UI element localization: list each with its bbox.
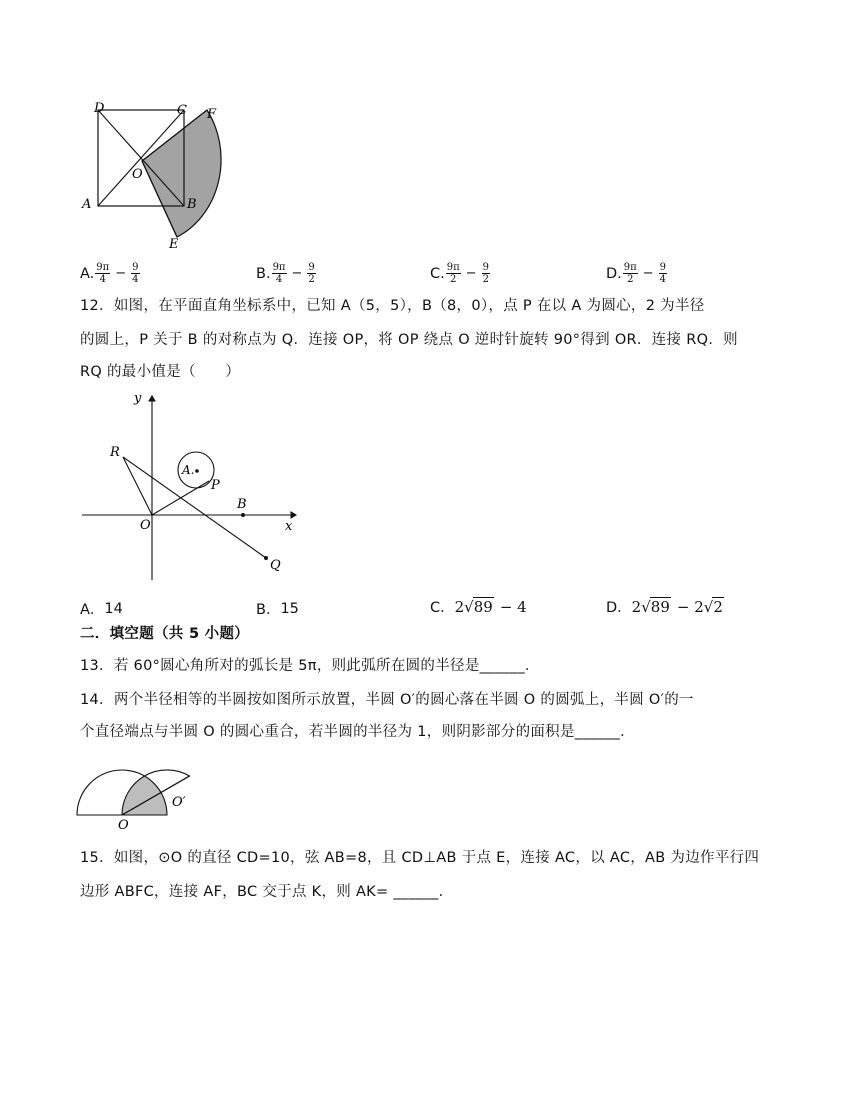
semicircles-figure [76,750,192,834]
label-e: E [169,237,179,252]
label-c: C [177,103,187,118]
label-o-semicircle: O [118,818,129,833]
point-a [195,469,199,473]
label-b: B [187,197,197,212]
label-a-point: A. [182,463,195,477]
label-r: R [110,445,120,460]
point-b [241,513,245,517]
q15-line-2: 边形 ABFC，连接 AF，BC 交于点 K，则 AK= ______． [80,884,454,900]
label-a: A [82,197,92,212]
label-x: x [285,519,293,534]
label-p: P [211,478,220,493]
q12-option-b: B． 15 [256,600,299,618]
shaded-lens [122,776,167,815]
q12-option-a: A． 14 [80,600,123,618]
label-b-point: B [237,497,247,512]
label-y: y [134,391,142,406]
shaded-sector [142,110,221,237]
coordinate-figure [78,388,308,583]
q11-option-d: D. $\frac{9\pi}{2}$ − $\frac{9}{4}$ [606,262,666,285]
q11-option-a: A. $\frac{9\pi}{4}$ − $\frac{9}{4}$ [80,262,139,285]
q14-line-2: 个直径端点与半圆 O 的圆心重合，若半圆的半径为 1，则阴影部分的面积是______． [80,724,635,740]
q12-line-2: 的圆上，P 关于 B 的对称点为 Q．连接 OP，将 OP 绕点 O 逆时针旋转 90°得到 OR．连接 RQ．则 [80,332,738,348]
label-o-prime: O′ [172,795,186,810]
label-o-origin: O [140,518,151,533]
label-o: O [132,167,143,182]
point-q [264,556,268,560]
q12-option-d: D． 2 √ 89 − 2 √ 2 [606,597,723,616]
q12-line-3: RQ 的最小值是（ ） [80,364,241,380]
label-f: F [207,107,217,122]
q11-option-c: C. $\frac{9\pi}{2}$ − $\frac{9}{2}$ [430,262,489,285]
label-d: D [94,101,105,116]
q15-line-1: 15．如图，⊙O 的直径 CD=10，弦 AB=8，且 CD⊥AB 于点 E，连接 AC，以 AC，AB 为边作平行四 [80,850,760,866]
section-heading: 二．填空题（共 5 小题） [80,626,250,642]
q13-text: 13．若 60°圆心角所对的弧长是 5π，则此弧所在圆的半径是______． [80,658,540,674]
q12-line-1: 12．如图，在平面直角坐标系中，已知 A（5，5），B（8，0），点 P 在以 A 为圆心，2 为半径 [80,298,705,314]
square-sector-figure [78,96,238,256]
q12-option-c: C． 2 √ 89 − 4 [430,597,527,616]
q14-line-1: 14．两个半径相等的半圆按如图所示放置，半圆 O′的圆心落在半圆 O 的圆弧上，半圆 O′的一 [80,692,694,708]
q11-option-b: B. $\frac{9\pi}{4}$ − $\frac{9}{2}$ [256,262,315,285]
segment-or [123,457,152,515]
label-q: Q [270,558,281,573]
